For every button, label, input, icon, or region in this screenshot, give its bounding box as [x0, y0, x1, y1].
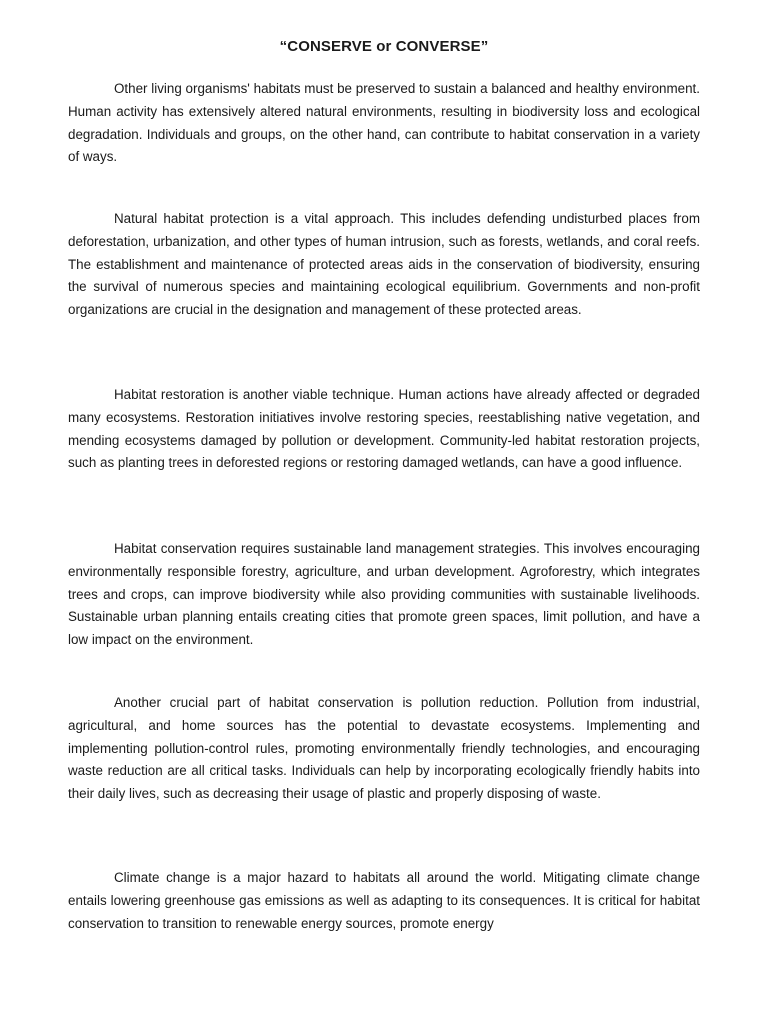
paragraph-habitat-preservation: Other living organisms' habitats must be preserved to sustain a balanced and healthy environment. Human activity has extensively altered natural environments, resulting in biodiversity loss and ecological degradation. Individuals and groups, on the other hand, can contribute to habitat conservation in a variety of ways. — [68, 81, 700, 165]
paragraph-climate-change: Climate change is a major hazard to habitats all around the world. Mitigating climate change entails lowering greenhouse gas emissions as well as adapting to its consequences. It is critical for habitat conservation to transition to renewable energy sources, promote energy — [68, 870, 700, 931]
paragraph-sustainable-land-management: Habitat conservation requires sustainable land management strategies. This involves encouraging environmentally responsible forestry, agriculture, and urban development. Agroforestry, which integrates trees and crops, can improve biodiversity while also providing communities with sustainable livelihoods. Sustainable urban planning entails creating cities that promote green spaces, limit pollution, and have a low impact on the environment. — [68, 541, 700, 648]
document-title: “CONSERVE or CONVERSE” — [279, 38, 489, 55]
paragraph-habitat-restoration: Habitat restoration is another viable technique. Human actions have already affected or degraded many ecosystems. Restoration initiatives involve restoring species, reestablishing native vegetation, and mending ecosystems damaged by pollution or development. Community-led habitat restoration projects, such as planting trees in deforested regions or restoring damaged wetlands, can have a good influence. — [68, 387, 700, 471]
paragraph-pollution-reduction: Another crucial part of habitat conservation is pollution reduction. Pollution from industrial, agricultural, and home sources has the potential to devastate ecosystems. Implementing and implementing pollution-control rules, promoting environmentally friendly technologies, and encouraging waste reduction are all critical tasks. Individuals can help by incorporating ecologically friendly habits into their daily lives, such as decreasing their usage of plastic and properly disposing of waste. — [68, 695, 700, 802]
paragraph-natural-habitat-protection: Natural habitat protection is a vital approach. This includes defending undisturbed places from deforestation, urbanization, and other types of human intrusion, such as forests, wetlands, and coral reefs. The establishment and maintenance of protected areas aids in the conservation of biodiversity, ensuring the survival of numerous species and maintaining ecological equilibrium. Governments and non-profit organizations are crucial in the designation and management of these protected areas. — [68, 211, 700, 318]
